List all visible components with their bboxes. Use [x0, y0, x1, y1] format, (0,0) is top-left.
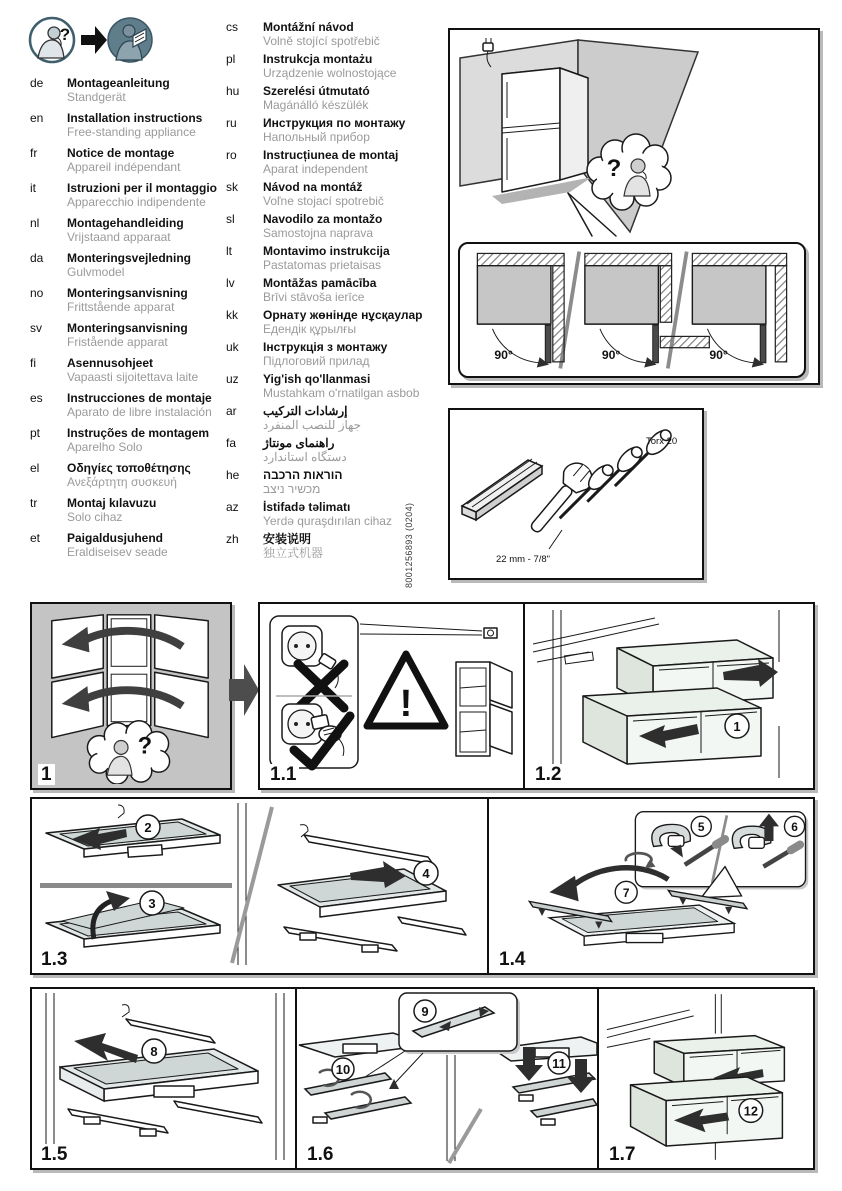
language-subtitle: Yerdə quraşdırılan cihaz	[263, 514, 392, 528]
wooden-block-icon	[462, 459, 542, 520]
x-mark-icon	[298, 664, 344, 708]
panel-divider	[597, 989, 599, 1168]
language-code: et	[30, 531, 41, 545]
angle-scenario-3	[692, 253, 786, 367]
language-entry	[30, 496, 220, 524]
language-entry	[226, 308, 426, 336]
language-entry	[226, 372, 426, 400]
door-opening-angle-inset	[458, 242, 806, 378]
language-entry	[30, 461, 220, 489]
language-entry	[30, 286, 220, 314]
language-entry	[226, 212, 426, 240]
language-code: it	[30, 181, 36, 195]
language-entry	[226, 436, 426, 464]
language-entry	[226, 180, 426, 208]
language-code: zh	[226, 532, 239, 546]
svg-text:10: 10	[335, 1062, 351, 1077]
language-code: es	[30, 391, 43, 405]
panel-divider	[295, 989, 297, 1168]
language-entry	[226, 340, 426, 368]
language-entry	[30, 391, 220, 419]
language-subtitle: Urządzenie wolnostojące	[263, 66, 397, 80]
language-entry	[30, 76, 220, 104]
step-badge	[725, 714, 749, 738]
warning-triangle-icon	[367, 654, 445, 726]
language-subtitle: Vrijstaand apparaat	[67, 230, 171, 244]
panel-label: 1.4	[496, 949, 528, 970]
intro-icons-graphic	[27, 14, 153, 66]
leader-line	[568, 193, 592, 236]
language-subtitle: Brīvi stāvoša ierīce	[263, 290, 365, 304]
language-entry	[226, 116, 426, 144]
corner-placement-diagram	[448, 28, 820, 385]
shelf-pull-out	[60, 1049, 262, 1136]
language-title: Monteringsanvisning	[67, 286, 188, 300]
svg-text:1: 1	[733, 719, 741, 734]
language-title: Інструкція з монтажу	[263, 340, 388, 354]
panel-1-7-graphic	[599, 989, 811, 1164]
language-subtitle: Solo cihaz	[67, 510, 123, 524]
language-subtitle: Apparecchio indipendente	[67, 195, 206, 209]
step-badge	[332, 1058, 354, 1080]
language-list-col2	[226, 20, 426, 564]
language-title: Instrukcja montażu	[263, 52, 373, 66]
language-subtitle: جهاز للنصب المنفرد	[263, 418, 362, 432]
panel-1-graphic	[32, 604, 226, 784]
language-subtitle: Pastatomas prietaisas	[263, 258, 382, 272]
language-entry	[226, 532, 426, 560]
language-title: راهنمای مونتاژ	[263, 436, 335, 450]
language-title: İstifadə təlimatı	[263, 500, 351, 514]
fridge-illustration	[502, 68, 588, 192]
question-glyph: ?	[606, 155, 622, 182]
language-subtitle: Voľne stojací spotrebič	[263, 194, 384, 208]
language-title: 安装说明	[263, 532, 312, 546]
language-entry	[226, 276, 426, 304]
svg-text:6: 6	[791, 819, 798, 834]
language-subtitle: Mustahkam o'rnatilgan asbob	[263, 386, 420, 400]
wrench-size-label: 22 mm - 7/8"	[496, 554, 551, 565]
language-title: Instrucțiunea de montaj	[263, 148, 399, 162]
step-flow-arrow-icon	[229, 664, 259, 716]
language-subtitle: Free-standing appliance	[67, 125, 196, 139]
language-subtitle: Appareil indépendant	[67, 160, 181, 174]
angle-scenario-2	[585, 253, 709, 367]
shelf-lift-scene	[46, 891, 220, 947]
language-title: Istruzioni per il montaggio	[67, 181, 217, 195]
language-subtitle: מכשיר ניצב	[263, 482, 321, 496]
panel-label: 1.6	[304, 1144, 336, 1165]
language-subtitle: Підлоговий прилад	[263, 354, 370, 368]
question-glyph: ?	[59, 25, 71, 44]
language-subtitle: Samostojna naprava	[263, 226, 374, 240]
step-badge	[784, 816, 804, 836]
angle-scenario-1	[477, 253, 564, 367]
language-code: da	[30, 251, 44, 265]
language-entry	[30, 146, 220, 174]
language-code: sk	[226, 180, 238, 194]
language-title: Instrucciones de montaje	[67, 391, 212, 405]
language-subtitle: Aparelho Solo	[67, 440, 143, 454]
language-subtitle: Standgerät	[67, 90, 126, 104]
question-glyph: ?	[137, 732, 153, 760]
language-code: no	[30, 286, 44, 300]
svg-text:8: 8	[150, 1044, 158, 1059]
svg-text:9: 9	[421, 1004, 429, 1019]
language-entry	[226, 244, 426, 272]
document-number: 8001256893 (0204)	[404, 502, 414, 588]
rail-and-hook	[122, 1005, 215, 1043]
person-reading-manual-icon	[108, 18, 152, 62]
language-entry	[226, 468, 426, 496]
language-title: Montavimo instrukcija	[263, 244, 390, 258]
pull-arrow	[74, 1033, 138, 1063]
language-code: de	[30, 76, 44, 90]
language-code: lv	[226, 276, 235, 290]
step-badge	[140, 891, 164, 915]
svg-text:7: 7	[622, 885, 630, 900]
panel-1-2-graphic	[525, 604, 811, 784]
panel-1-5-graphic	[32, 989, 295, 1164]
step-badge	[548, 1052, 570, 1074]
panel-label: 1.2	[532, 764, 564, 785]
language-code: ru	[226, 116, 237, 130]
door-angle-graphic	[460, 244, 804, 376]
language-subtitle: Едендік құрылғы	[263, 322, 357, 336]
language-title: Návod na montáž	[263, 180, 363, 194]
language-title: Navodilo za montažo	[263, 212, 383, 226]
language-subtitle: Magánálló készülék	[263, 98, 369, 112]
language-entry	[30, 181, 220, 209]
language-title: Paigaldusjuhend	[67, 531, 164, 545]
language-title: Instruções de montagem	[67, 426, 210, 440]
language-code: nl	[30, 216, 40, 230]
language-title: Montāžas pamācība	[263, 276, 377, 290]
panel-divider	[487, 799, 489, 973]
language-subtitle: Volně stojící spotřebič	[263, 34, 380, 48]
language-code: en	[30, 111, 44, 125]
language-entry	[226, 84, 426, 112]
language-title: Montaj kılavuzu	[67, 496, 157, 510]
divider-slash	[449, 1109, 481, 1163]
language-subtitle: Fristående apparat	[67, 335, 168, 349]
panel-label: 1	[38, 764, 55, 785]
panel-1-3-graphic	[32, 799, 487, 969]
language-code: fr	[30, 146, 38, 160]
language-subtitle: دستگاه استاندارد	[263, 450, 347, 464]
panel-label: 1.5	[38, 1144, 70, 1165]
language-entry	[30, 321, 220, 349]
panel-1-1-and-1-2	[258, 602, 815, 790]
language-title: Montageanleitung	[67, 76, 170, 90]
svg-text:3: 3	[148, 896, 156, 911]
shelf-frame-assembly	[529, 890, 747, 945]
language-entry	[30, 531, 220, 559]
language-code: kk	[226, 308, 238, 322]
svg-text:4: 4	[422, 866, 430, 881]
language-entry	[226, 404, 426, 432]
language-subtitle: Ανεξάρτητη συσκευή	[67, 475, 177, 489]
language-title: Monteringsvejledning	[67, 251, 192, 265]
language-code: az	[226, 500, 239, 514]
language-subtitle: Напольный прибор	[263, 130, 370, 144]
step-badge	[691, 816, 711, 836]
language-code: pl	[226, 52, 236, 66]
thought-cloud	[87, 721, 169, 784]
tools-graphic	[450, 410, 698, 574]
required-tools-diagram	[448, 408, 704, 580]
panel-1-1-graphic	[260, 604, 523, 784]
person-with-phone-question-icon	[30, 18, 74, 62]
language-code: cs	[226, 20, 238, 34]
panel-1-4-graphic	[489, 799, 811, 969]
intro-icons	[27, 14, 153, 66]
language-title: Montážní návod	[263, 20, 354, 34]
panel-divider	[523, 604, 525, 788]
language-subtitle: Gulvmodel	[67, 265, 125, 279]
angle-label: 90°	[601, 348, 621, 363]
language-code: tr	[30, 496, 38, 510]
language-list-col1	[30, 76, 220, 566]
language-code: fi	[30, 356, 36, 370]
panel-label: 1.1	[267, 764, 299, 785]
language-subtitle: Frittstående apparat	[67, 300, 175, 314]
language-code: uz	[226, 372, 239, 386]
language-title: Орнату жөнінде нұсқаулар	[263, 308, 423, 322]
language-entry	[30, 251, 220, 279]
corner-scene-graphic	[450, 30, 814, 238]
language-subtitle: Eraldiseisev seade	[67, 545, 168, 559]
shelf-pull-out-scene	[46, 805, 220, 857]
language-title: Installation instructions	[67, 111, 203, 125]
language-entry	[30, 216, 220, 244]
svg-text:11: 11	[552, 1056, 566, 1071]
scene-divider-bar	[40, 883, 232, 888]
language-entry	[226, 500, 426, 528]
language-title: Инструкция по монтажу	[263, 116, 406, 130]
language-title: Yig'ish qo'llanmasi	[263, 372, 371, 386]
language-code: uk	[226, 340, 239, 354]
language-code: lt	[226, 244, 232, 258]
language-code: ro	[226, 148, 237, 162]
svg-text:12: 12	[743, 1103, 758, 1119]
language-entry	[226, 148, 426, 176]
language-title: Montagehandleiding	[67, 216, 184, 230]
language-code: pt	[30, 426, 41, 440]
step-badge	[136, 815, 160, 839]
language-code: fa	[226, 436, 237, 450]
language-entry	[30, 356, 220, 384]
panel-label: 1.3	[38, 949, 70, 970]
panel-1	[30, 602, 232, 790]
language-entry	[226, 20, 426, 48]
language-subtitle: Vapaasti sijoitettava laite	[67, 370, 199, 384]
rotate-arrow-head	[549, 876, 578, 902]
svg-text:5: 5	[697, 819, 705, 834]
arrow-right-icon	[81, 26, 107, 54]
panel-1-5-to-1-7	[30, 987, 815, 1170]
socket-plug-allowed	[282, 704, 350, 766]
language-title: Notice de montage	[67, 146, 175, 160]
language-subtitle: 独立式机器	[263, 546, 324, 560]
step-badge	[739, 1099, 763, 1123]
step-badge	[142, 1039, 166, 1063]
language-entry	[30, 111, 220, 139]
torx-label: Torx 20	[646, 436, 678, 447]
exclamation-glyph: !	[399, 683, 413, 725]
step-badge	[414, 1000, 436, 1022]
language-title: הוראות הרכבה	[263, 468, 343, 482]
language-title: Monteringsanvisning	[67, 321, 188, 335]
language-subtitle: Aparat independent	[263, 162, 368, 176]
angle-label: 90°	[709, 348, 728, 363]
panel-1-3-and-1-4	[30, 797, 815, 975]
shelf-slide-on-rail-scene	[278, 825, 466, 952]
panel-1-6-graphic	[297, 989, 597, 1164]
language-code: hu	[226, 84, 240, 98]
angle-label: 90°	[494, 348, 513, 363]
language-title: Οδηγίες τοποθέτησης	[67, 461, 191, 475]
language-code: sv	[30, 321, 42, 335]
language-subtitle: Aparato de libre instalación	[67, 405, 212, 419]
language-entry	[30, 426, 220, 454]
language-title: Szerelési útmutató	[263, 84, 370, 98]
language-title: إرشادات التركيب	[263, 404, 348, 418]
svg-text:2: 2	[144, 820, 152, 835]
language-code: ar	[226, 404, 237, 418]
language-code: el	[30, 461, 40, 475]
language-title: Asennusohjeet	[67, 356, 154, 370]
language-entry	[226, 52, 426, 80]
panel-label: 1.7	[606, 1144, 638, 1165]
language-code: sl	[226, 212, 235, 226]
rails-flip-left	[305, 1070, 411, 1123]
step-badge	[615, 881, 637, 903]
step-badge	[414, 861, 438, 885]
language-code: he	[226, 468, 240, 482]
